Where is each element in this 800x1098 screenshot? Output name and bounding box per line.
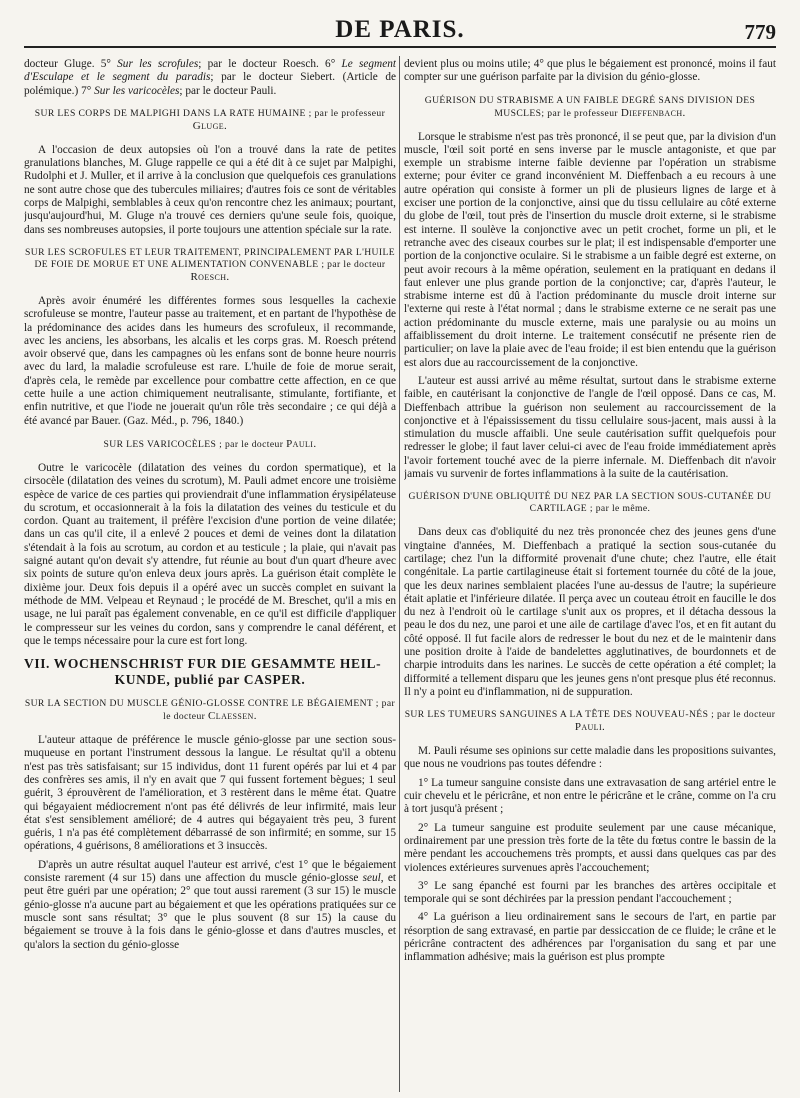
section-heading-scrofules: SUR LES SCROFULES ET LEUR TRAITEMENT, PRINCIPALEMENT PAR L'HUILE DE FOIE DE MORUE ET UNE ALIMENTATION CONVENABLE ; par le docteur Roesch. bbox=[25, 246, 395, 283]
section-heading-strabisme: GUÉRISON DU STRABISME A UN FAIBLE DEGRÉ SANS DIVISION DES MUSCLES; par le professeur Dieffenbach. bbox=[424, 94, 756, 119]
paragraph: Dans deux cas d'obliquité du nez très prononcée chez des jeunes gens d'une vingtaine d'années, M. Dieffenbach a pratiqué la section sous-cutanée du cartilage; chez l'un la difformité provenait d'une chute; chez l'autre, elle était congénitale. La partie cartilagineuse était si fortement tournée du côté de la joue, que les deux narines semblaient placées l'une au-dessus de l'autre; la supérieure était aplatie et l'inférieure dilatée. Il perça avec un couteau étroit en faucille le dos du nez à l'endroit où le cartilage s'unit aux os propres, et il détacha dessous la peau le dos du nez, une paroi et une aile de cartilage d'avec l'os, et en fit autant du côté opposé. Il fut facile alors de redresser le bout du nez et de le maintenir dans une position droite à l'aide de bandelettes agglutinatives, de bourdonnets et de charpie introduits dans les narines. Le succès de cette opération a été complet; la difformité a tellement disparu que les jeunes gens n'ont presque plus été reconnus. Il n'y a point eu d'inflammation, ni de suppuration. bbox=[404, 526, 776, 698]
page-number: 779 bbox=[744, 20, 776, 44]
paragraph: L'auteur est aussi arrivé au même résultat, surtout dans le strabisme externe faible, en cautérisant la conjonctive de l'angle de l'œil opposé. Dans ce cas, M. Dieffenbach attribue la guérison non seulement au raccourcissement de la conjonctive et à l'épaississement du tissu cellulaire sous-jacent, mais aussi à la stimulation du muscle affaibli. Une seule cautérisation suffit quelquefois pour redresser le globe; il faut laver celui-ci avec de l'eau froide immédiatement après l'avoir fortement touché avec de la pierre infernale. M. Dieffenbach dit n'avoir jamais vu survenir de fortes inflammations à la suite de la cautérisation. bbox=[404, 374, 776, 481]
paragraph: M. Pauli résume ses opinions sur cette maladie dans les propositions suivantes, que nous ne voudrions pas toutes défendre : bbox=[404, 745, 776, 771]
column-rule bbox=[399, 56, 400, 1092]
paragraph: Après avoir énuméré les différentes formes sous lesquelles la cachexie scrofuleuse se montre, l'auteur passe au traitement, et en partant de l'hypothèse de la prédominance des acides dans les humeurs des scrofuleux, il recommande, avec les anciens, les absorbans, les alcalis et les corps gras. M. Roesch prétend avoir observé que, dans les campagnes où les enfans sont de bonne heure nourris avec du lard, la maladie scrofuleuse est rare. L'huile de foie de morue serait, d'après cela, le remède par excellence pour combattre cette affection, en ce que cette huile a une action chimiquement neutralisante, stimulante, fortifiante, et enfin nutritive, et que l'iode ne jouerait qu'un rôle très secondaire ; ce qui déjà a été avancé par Bauer. (Gaz. Méd., p. 796, 1840.) bbox=[24, 294, 396, 427]
intro-paragraph: docteur Gluge. 5° Sur les scrofules; par le docteur Roesch. 6° Le segment d'Esculape et le segment du paradis; par le docteur Siebert. (Article de polémique.) 7° Sur les varicocèles; par le docteur Pauli. bbox=[24, 58, 396, 97]
list-item: 3° Le sang épanché est fourni par les branches des artères occipitale et temporale qui se sont déchirées par la pression pendant l'accouchement ; bbox=[404, 879, 776, 906]
paragraph: L'auteur attaque de préférence le muscle génio-glosse par une section sous-muqueuse en portant l'instrument dessous la langue. Le résultat qu'il a obtenu n'est pas très satisfaisant; sur 15 individus, dont 11 furent opérés par lui et 4 par des confrères ses amis, il n'y en avait que 7 qui fussent fortement bègues; 1 seul guérit, 3 éprouvèrent de l'amélioration, et 3 restèrent dans le même état. Quatre qui bégayaient médiocrement n'ont pas été délivrés de leur infirmité, mais leur état s'est sensiblement amélioré; de 4 autres qui bégayaient très peu, 3 furent guéris, 1 n'a pas été complètement débarrassé de son infirmité; en somme, sur 15 opérations, 4 guérisons, 8 améliorations et 3 insuccès. bbox=[24, 734, 396, 853]
paragraph: Lorsque le strabisme n'est pas très prononcé, il se peut que, par la division d'un muscle, l'œil soit porté en sens inverse par le muscle antagoniste, et que par exemple un strabisme interne faible devienne par l'opération un strabisme externe; pour éviter ce grand inconvénient M. Dieffenbach a eu recours à une autre opération qui consiste à former un pli de plusieurs lignes de large et à exciser une portion de la conjonctive, ainsi que du tissu cellulaire au côté externe du globe de l'œil, tout près de l'insertion du muscle droit externe, si le strabisme est interne. Il soulève la conjonctive avec un petit crochet, forme un pli, et le retranche avec des ciseaux courbes sur le plat; il est indispensable d'emporter une portion de la conjonctive oculaire. Si le strabisme a un faible degré est externe, on peut avoir recours à la même opération, seulement en la pratiquant en dedans il faut enlever une plus grande portion de la conjonctive; car, d'après l'auteur, le strabisme interne est dû à l'action prédominante du muscle droit interne sur l'externe qui reste à l'état normal ; dans le strabisme externe ce ne serait pas une action prédominante du muscle externe, mais une paralysie ou au moins un affaiblissement du droit interne. Le traitement consécutif ne présente rien de particulier; on lave la plaie avec de l'eau froide; il est bien entendu que la guérison est alors due au raccourcissement de la conjonctive. bbox=[404, 130, 776, 369]
section-heading-tumeurs: SUR LES TUMEURS SANGUINES A LA TÊTE DES NOUVEAU-NÉS ; par le docteur Pauli. bbox=[404, 709, 776, 734]
paragraph: D'après un autre résultat auquel l'auteur est arrivé, c'est 1° que le bégaiement consiste rarement (4 sur 15) dans une affection du muscle génio-glosse seul, et peut être guéri par une opération; 2° que tout aussi rarement (3 sur 15) le muscle génio-glosse n'a aucune part au bégaiement et que les opérations pratiquées sur ce muscle sont sans résultat; 3° que le plus souvent (8 sur 15) la cause du bégaiement se trouve à la fois dans le génio-glosse et dans d'autres muscles, et qu'alors la section du génio-glosse bbox=[24, 858, 396, 951]
section-heading-genio-glosse: SUR LA SECTION DU MUSCLE GÉNIO-GLOSSE CONTRE LE BÉGAIEMENT ; par le docteur Claessen. bbox=[24, 698, 396, 723]
list-item: 1° La tumeur sanguine consiste dans une extravasation de sang artériel entre le cuir chevelu et le péricrâne, et non entre le péricrâne et le crâne, comme on l'a cru à tort jusqu'à présent ; bbox=[404, 776, 776, 816]
paragraph: A l'occasion de deux autopsies où l'on a trouvé dans la rate de petites granulations blanches, M. Gluge rappelle ce qui a été dit à ce sujet par Malpighi, Rudolphi et J. Muller, et il arrive à la conclusion que quelquefois ces granulations ne sont autre chose que des tubercules miliaires; d'autres fois ce sont de véritables corps de Malpighi, semblables à ceux qu'on rencontre chez les animaux; pourtant, jusqu'aujourd'hui, M. Gluge n'a trouvé ces derniers qu'une seule fois, quoique, dans ses nombreuses autopsies, il porte toujours une attention spéciale sur la rate. bbox=[24, 143, 396, 236]
list-item: 2° La tumeur sanguine est produite seulement par une cause mécanique, ordinairement par une pression très forte de la tête du fœtus contre le bassin de la mère pendant les accouchemens très prompts, et aussi dans quelques cas par des violences extérieures survenues après l'accouchement; bbox=[404, 821, 776, 874]
section-heading-varicoceles: SUR LES VARICOCÈLES ; par le docteur Pauli. bbox=[103, 437, 317, 450]
list-item: 4° La guérison a lieu ordinairement sans le secours de l'art, en partie par résorption de sang extravasé, en partie par dessiccation de ce fluide; le crâne et le péricrâne contractent des adhérences par l'organisation du sang et par une inflammation adhésive; mais la guérison est plus prompte bbox=[404, 911, 776, 964]
section-heading-malpighi: SUR LES CORPS DE MALPIGHI DANS LA RATE HUMAINE ; par le professeur Gluge. bbox=[34, 107, 386, 132]
running-title: DE PARIS. bbox=[335, 16, 465, 43]
paragraph: devient plus ou moins utile; 4° que plus le bégaiement est prononcé, moins il faut compter sur une guérison parfaite par la division du génio-glosse. bbox=[404, 58, 776, 84]
journal-heading: VII. WOCHENSCHRIST FUR DIE GESAMMTE HEIL- KUNDE, publié par CASPER. bbox=[24, 656, 382, 688]
section-heading-nez: GUÉRISON D'UNE OBLIQUITÉ DU NEZ PAR LA SECTION SOUS-CUTANÉE DU CARTILAGE ; par le même. bbox=[408, 491, 772, 515]
paragraph: Outre le varicocèle (dilatation des veines du cordon spermatique), et la cirsocèle (dilatation des veines du scrotum), M. Pauli admet encore une troisième espèce de varice de ces parties qui proviendrait d'une inflammation érysipélateuse du scrotum, et occasionnerait à la fois la dilatation des veines du testicule et du cordon. Quant au traitement, il préfère l'excision d'une portion de veine dilatée; dans un cas qu'il cite, il a enlevé 2 pouces et demi de veines dont la dilatation s'étendait à la fois au scrotum, au cordon et au testicule ; la plaie, qui n'avait pas saigné autant qu'on devait s'y attendre, fut réunie au bout d'un quart d'heure avec six points de suture qu'on enleva deux jours après. La guérison était complète le dixième jour. Deux fois depuis il a opéré avec un succès complet en suivant la méthode de MM. Velpeau et Reynaud ; le procédé de M. Breschet, qu'il a mis en usage, ne lui paraît pas également convenable, en ce qu'il est difficile d'appliquer le compresseur sur les veines du cordon, sans y comprendre le canal déférent, et que le temps nécessaire pour la cure est fort long. bbox=[24, 461, 396, 647]
right-column bbox=[404, 58, 776, 1093]
left-column bbox=[24, 58, 396, 1093]
page-header bbox=[24, 10, 776, 48]
